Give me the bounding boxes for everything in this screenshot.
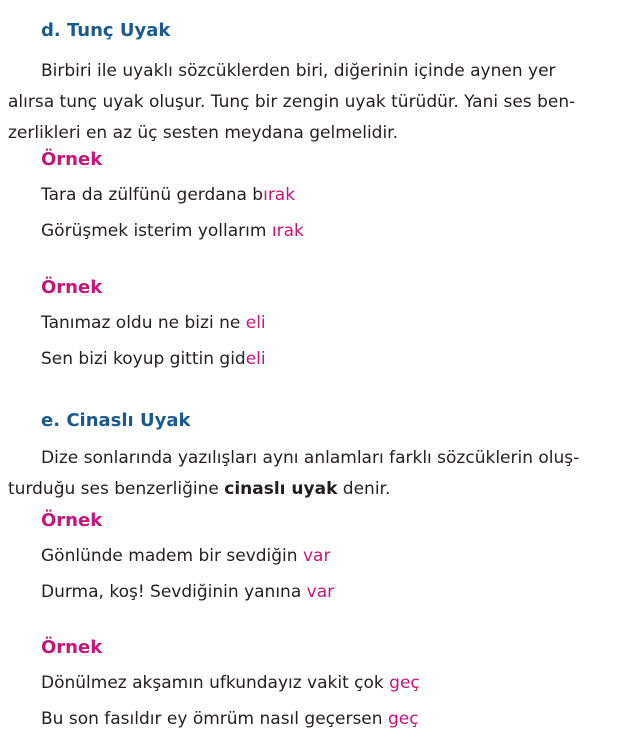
rhyme-highlight: ırak bbox=[271, 221, 304, 241]
section-d-heading: d. Tunç Uyak bbox=[41, 20, 171, 41]
section-e-heading: e. Cinaslı Uyak bbox=[41, 410, 191, 431]
section-d-paragraph bbox=[8, 56, 606, 149]
rhyme-highlight: geç bbox=[387, 709, 419, 729]
verse-line bbox=[41, 313, 266, 333]
term-bold: cinaslı uyak bbox=[224, 479, 338, 499]
verse-line bbox=[41, 709, 419, 729]
example-label: Örnek bbox=[41, 510, 103, 531]
paragraph-line: Birbiri ile uyaklı sözcüklerden biri, diğerinin içinde aynen yer bbox=[41, 61, 556, 81]
verse-text: Durma, koş! Sevdiğinin yanına bbox=[41, 582, 307, 602]
verse-line bbox=[41, 546, 330, 566]
rhyme-highlight: eli bbox=[245, 349, 266, 369]
paragraph-text: denir. bbox=[337, 479, 391, 499]
example-label: Örnek bbox=[41, 637, 103, 658]
paragraph-line: zerlikleri en az üç sesten meydana gelmelidir. bbox=[8, 123, 399, 143]
verse-text: Bu son fasıldır ey ömrüm nasıl geçersen bbox=[41, 709, 388, 729]
rhyme-highlight: geç bbox=[389, 673, 420, 693]
example-label: Örnek bbox=[41, 277, 103, 298]
verse-text: Sen bizi koyup gittin gid bbox=[41, 349, 246, 369]
paragraph-text: turduğu ses benzerliğine bbox=[8, 479, 225, 499]
verse-text: Görüşmek isterim yollarım bbox=[41, 221, 272, 241]
section-e-paragraph bbox=[8, 443, 606, 505]
rhyme-highlight: var bbox=[302, 546, 331, 566]
verse-line bbox=[41, 349, 266, 369]
verse-line bbox=[41, 582, 334, 602]
verse-text: Tara da zülfünü gerdana b bbox=[41, 185, 264, 205]
verse-line bbox=[41, 185, 295, 205]
example-label: Örnek bbox=[41, 149, 103, 170]
verse-text: Dönülmez akşamın ufkundayız vakit çok bbox=[41, 673, 390, 693]
rhyme-highlight: ırak bbox=[263, 185, 296, 205]
paragraph-line: Dize sonlarında yazılışları aynı anlamları farklı sözcüklerin oluş- bbox=[41, 448, 580, 468]
paragraph-line bbox=[8, 474, 606, 505]
rhyme-highlight: var bbox=[306, 582, 335, 602]
verse-line bbox=[41, 221, 304, 241]
verse-text: Gönlünde madem bir sevdiğin bbox=[41, 546, 303, 566]
verse-text: Tanımaz oldu ne bizi ne bbox=[41, 313, 246, 333]
rhyme-highlight: eli bbox=[245, 313, 266, 333]
verse-line bbox=[41, 673, 420, 693]
paragraph-line: alırsa tunç uyak oluşur. Tunç bir zengin uyak türüdür. Yani ses ben- bbox=[8, 92, 576, 112]
